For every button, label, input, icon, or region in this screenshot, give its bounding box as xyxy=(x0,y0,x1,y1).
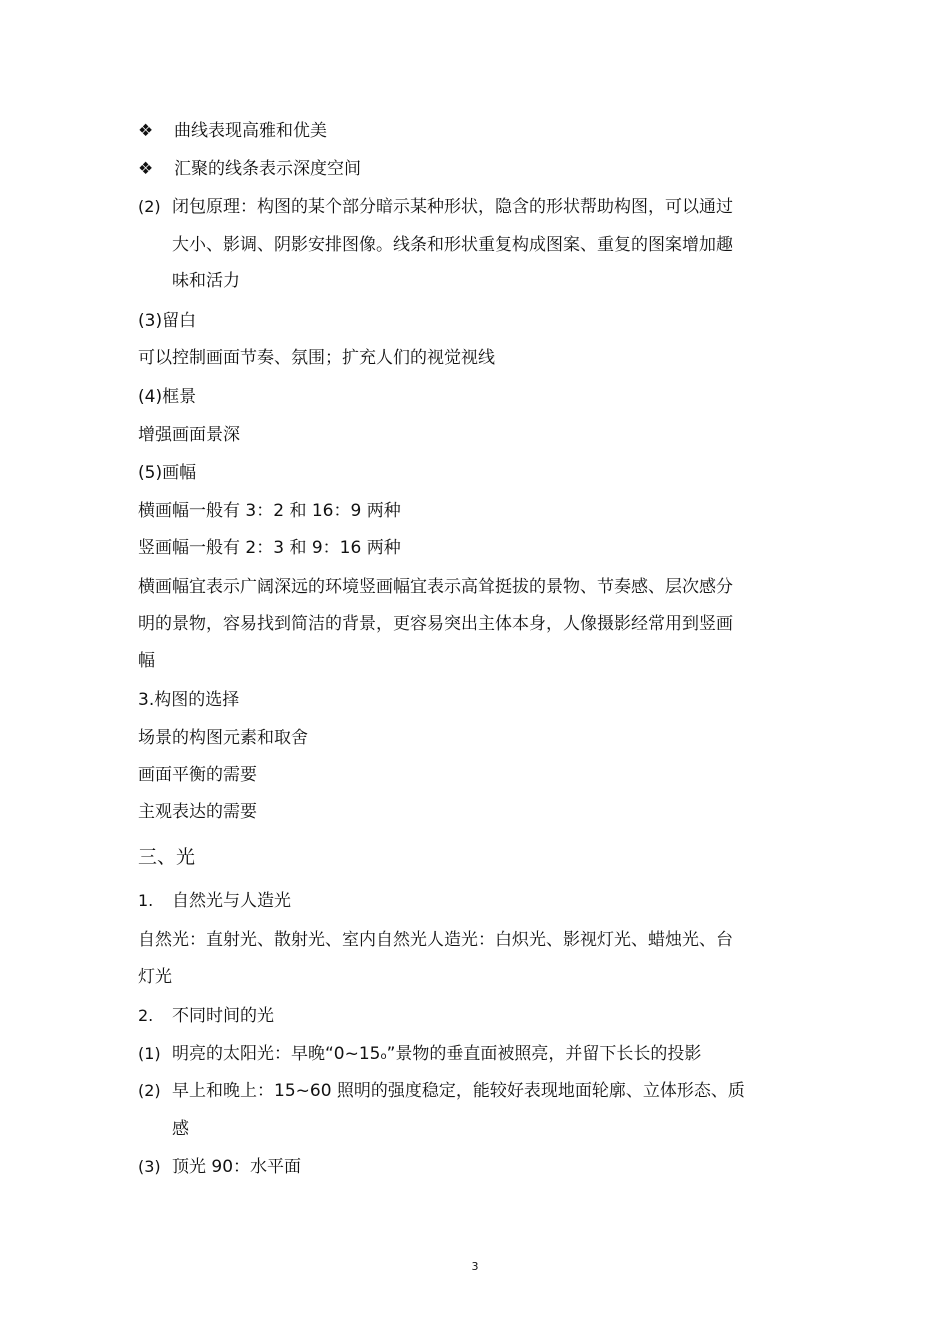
bullet-text: 汇聚的线条表示深度空间 xyxy=(174,159,361,179)
paragraph: 可以控制画面节奏、氛围；扩充人们的视觉视线 xyxy=(138,348,495,368)
paragraph: 幅 xyxy=(138,651,155,671)
paragraph: 增强画面景深 xyxy=(138,425,240,445)
section-title: 3.构图的选择 xyxy=(138,690,240,710)
item-text: 早上和晚上：15~60 照明的强度稳定，能较好表现地面轮廓、立体形态、质 xyxy=(172,1081,745,1101)
item-number: (2) xyxy=(138,197,161,216)
item-text: 顶光 90：水平面 xyxy=(172,1157,302,1177)
paragraph: 明的景物，容易找到简洁的背景，更容易突出主体本身，人像摄影经常用到竖画 xyxy=(138,614,733,634)
bullet-text: 曲线表现高雅和优美 xyxy=(174,121,327,141)
diamond-bullet-icon: ❖ xyxy=(138,121,154,141)
paragraph: 横画幅宜表示广阔深远的环境竖画幅宜表示高耸挺拔的景物、节奏感、层次感分 xyxy=(138,577,733,597)
chapter-heading: 三、光 xyxy=(138,846,196,868)
list-item: 画面平衡的需要 xyxy=(138,765,257,785)
item-text: 明亮的太阳光：早晚“0~15o”景物的垂直面被照亮，并留下长长的投影 xyxy=(172,1044,702,1064)
list-item: 主观表达的需要 xyxy=(138,802,257,822)
document-page: ❖ 曲线表现高雅和优美 ❖ 汇聚的线条表示深度空间 (2) 闭包原理：构图的某个部分暗示某种形状，隐含的形状帮助构图，可以通过 大小、影调、阴影安排图像。线条和形状重复构成图案、重复的图案增加趣 味和活力 (3)留白 可以控制画面节奏、氛围；扩充人们的视觉视线 (4)框景 增强画面景深 (5)画幅 横画幅一般有 3：2 和 16：9 两种 竖画幅一般有 2：3 和 9：16 两种 横画幅宜表示广阔深远的环境竖画幅宜表示高耸挺拔的景物、节奏感、层次感分 明的景物，容易找到简洁的背景，更容易突出主体本身，人像摄影经常用到竖画 幅 3.构图的选择 场景的构图元素和取舍 画面平衡的需要 主观表达的需要 三、光 1. 自然光与人造光 自然光：直射光、散射光、室内自然光人造光：白炽光、影视灯光、蜡烛光、台 灯光 2. 不同时间的光 (1) 明亮的太阳光：早晚“0~15o”景物的垂直面被照亮，并留下长长的投影 (2) 早上和晚上：15~60 照明的强度稳定，能较好表现地面轮廓、立体形态、质 感 (3) 顶光 90：水平面 3 xyxy=(0,0,950,1344)
list-item: 场景的构图元素和取舍 xyxy=(138,728,308,748)
paragraph: 横画幅一般有 3：2 和 16：9 两种 xyxy=(138,501,401,521)
item-text: 不同时间的光 xyxy=(172,1006,274,1026)
page-number: 3 xyxy=(471,1260,479,1273)
subheading: (5)画幅 xyxy=(138,463,197,483)
item-number: 1. xyxy=(138,891,154,910)
item-number: 2. xyxy=(138,1006,154,1025)
item-number: (3) xyxy=(138,1157,161,1176)
subheading: (4)框景 xyxy=(138,387,197,407)
paragraph: 自然光：直射光、散射光、室内自然光人造光：白炽光、影视灯光、蜡烛光、台 xyxy=(138,930,733,950)
diamond-bullet-icon: ❖ xyxy=(138,159,154,179)
item-number: (1) xyxy=(138,1044,161,1063)
item-number: (2) xyxy=(138,1081,161,1100)
paragraph: 灯光 xyxy=(138,967,172,987)
subheading: (3)留白 xyxy=(138,311,197,331)
paragraph: 竖画幅一般有 2：3 和 9：16 两种 xyxy=(138,538,401,558)
item-text: 自然光与人造光 xyxy=(172,891,291,911)
item-text: 闭包原理：构图的某个部分暗示某种形状，隐含的形状帮助构图，可以通过 xyxy=(172,197,733,217)
